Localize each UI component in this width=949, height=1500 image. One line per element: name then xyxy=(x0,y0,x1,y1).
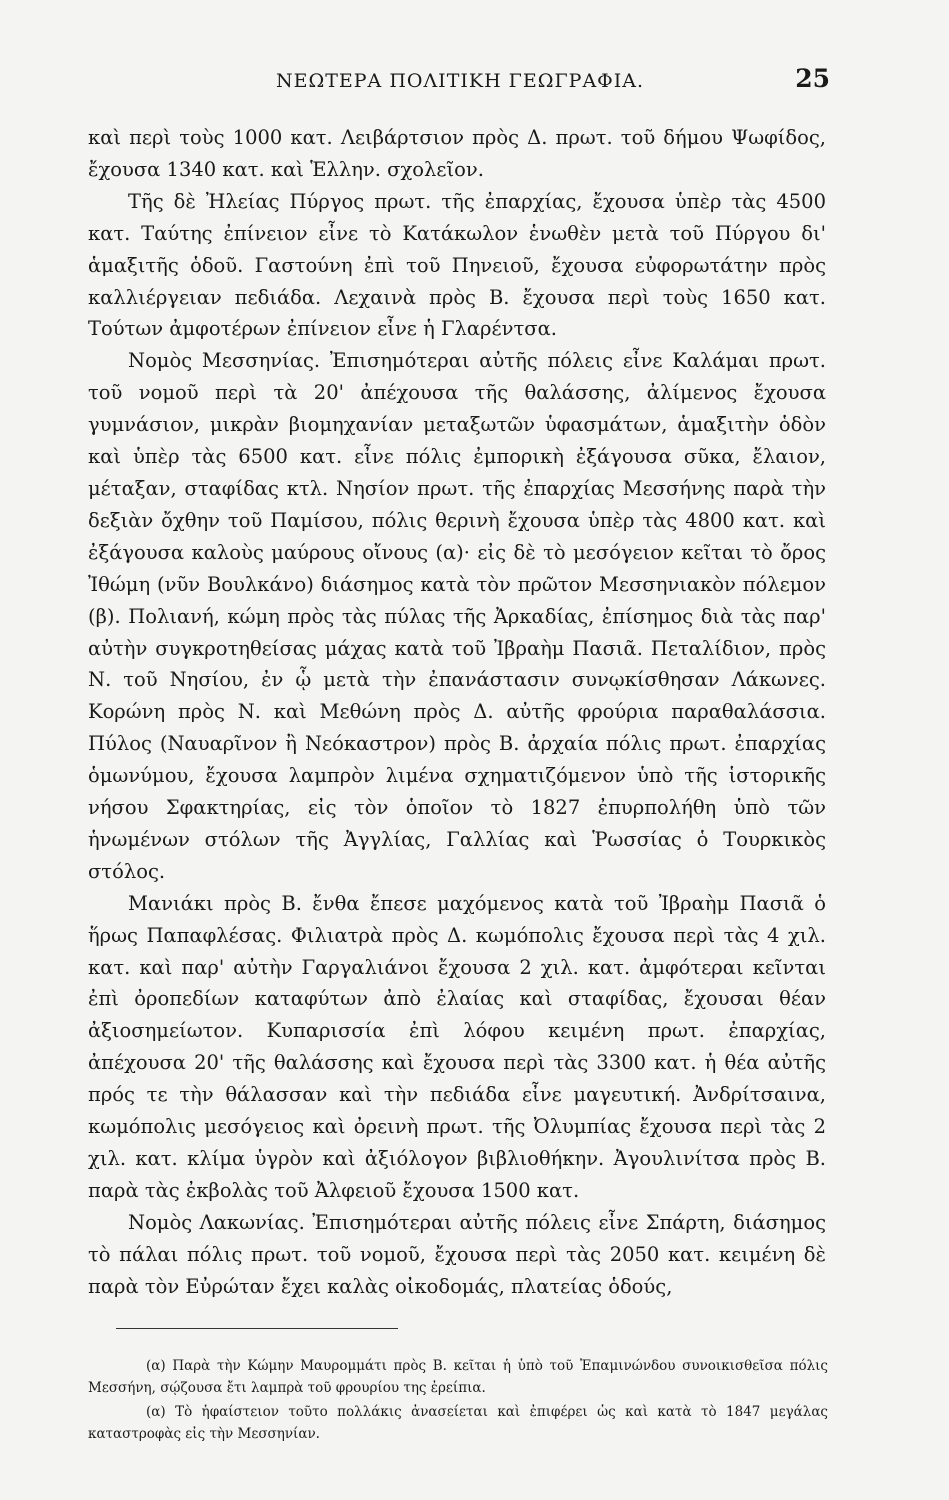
paragraph: Νομὸς Λακωνίας. Ἐπισημότεραι αὐτῆς πόλεις εἶνε Σπάρτη, διάσημος τὸ πάλαι πόλις πρωτ. τοῦ νομοῦ, ἔχουσα περὶ τὰς 2050 κατ. κειμένη δὲ παρὰ τὸν Εὐρώταν ἔχει καλὰς οἰκοδομάς, πλατείας ὁδούς, xyxy=(88,1210,826,1298)
footnote-divider xyxy=(116,1328,398,1329)
footnote: (α) Τὸ ἡφαίστειον τοῦτο πολλάκις ἀνασείεται καὶ ἐπιφέρει ὡς καὶ κατὰ τὸ 1847 μεγάλας καταστροφὰς εἰς τὴν Μεσσηνίαν. xyxy=(88,1404,828,1442)
page-number: 25 xyxy=(795,64,830,93)
body-text xyxy=(88,122,826,1303)
footnotes xyxy=(88,1355,828,1447)
paragraph: Τῆς δὲ Ἠλείας Πύργος πρωτ. τῆς ἐπαρχίας, ἔχουσα ὑπὲρ τὰς 4500 κατ. Ταύτης ἐπίνειον εἶνε τὸ Κατάκωλον ἑνωθὲν μετὰ τοῦ Πύργου δι' ἁμαξιτῆς ὁδοῦ. Γαστούνη ἐπὶ τοῦ Πηνειοῦ, ἔχουσα εὐφορωτάτην πρὸς καλλιέργειαν πεδιάδα. Λεχαινὰ πρὸς Β. ἔχουσα περὶ τοὺς 1650 κατ. Τούτων ἀμφοτέρων ἐπίνειον εἶνε ἡ Γλαρέντσα. xyxy=(88,189,826,341)
running-title: ΝΕΩΤΕΡΑ ΠΟΛΙΤΙΚΗ ΓΕΩΓΡΑΦΙΑ. xyxy=(275,70,645,92)
page-header xyxy=(90,64,830,100)
footnote: (α) Παρὰ τὴν Κώμην Μαυρομμάτι πρὸς Β. κεῖται ἡ ὑπὸ τοῦ Ἐπαμινώνδου συνοικισθεῖσα πόλις Μεσσήνη, σῴζουσα ἔτι λαμπρὰ τοῦ φρουρίου της ἐρείπια. xyxy=(88,1358,828,1396)
paragraph: Μανιάκι πρὸς Β. ἔνθα ἔπεσε μαχόμενος κατὰ τοῦ Ἰβραὴμ Πασιᾶ ὁ ἥρως Παπαφλέσας. Φιλιατρὰ πρὸς Δ. κωμόπολις ἔχουσα περὶ τὰς 4 χιλ. κατ. καὶ παρ' αὐτὴν Γαργαλιάνοι ἔχουσα 2 χιλ. κατ. ἀμφότεραι κεῖνται ἐπὶ ὀροπεδίων καταφύτων ἀπὸ ἐλαίας καὶ σταφίδας, ἔχουσαι θέαν ἀξιοσημείωτον. Κυπαρισσία ἐπὶ λόφου κειμένη πρωτ. ἐπαρχίας, ἀπέχουσα 20' τῆς θαλάσσης καὶ ἔχουσα περὶ τὰς 3300 κατ. ἡ θέα αὐτῆς πρός τε τὴν θάλασσαν καὶ τὴν πεδιάδα εἶνε μαγευτική. Ἀνδρίτσαινα, κωμόπολις μεσόγειος καὶ ὀρεινὴ πρωτ. τῆς Ὀλυμπίας ἔχουσα περὶ τὰς 2 χιλ. κατ. κλίμα ὑγρὸν καὶ ἀξιόλογον βιβλιοθήκην. Ἀγουλινίτσα πρὸς Β. παρὰ τὰς ἐκβολὰς τοῦ Ἀλφειοῦ ἔχουσα 1500 κατ. xyxy=(88,891,826,1202)
paragraph: Νομὸς Μεσσηνίας. Ἐπισημότεραι αὐτῆς πόλεις εἶνε Καλάμαι πρωτ. τοῦ νομοῦ περὶ τὰ 20' ἀπέχουσα τῆς θαλάσσης, ἀλίμενος ἔχουσα γυμνάσιον, μικρὰν βιομηχανίαν μεταξωτῶν ὑφασμάτων, ἁμαξιτὴν ὁδὸν καὶ ὑπὲρ τὰς 6500 κατ. εἶνε πόλις ἐμπορικὴ ἐξάγουσα σῦκα, ἔλαιον, μέταξαν, σταφίδας κτλ. Νησίον πρωτ. τῆς ἐπαρχίας Μεσσήνης παρὰ τὴν δεξιὰν ὄχθην τοῦ Παμίσου, πόλις θερινὴ ἔχουσα ὑπὲρ τὰς 4800 κατ. καὶ ἐξάγουσα καλοὺς μαύρους οἴνους (α)· εἰς δὲ τὸ μεσόγειον κεῖται τὸ ὄρος Ἰθώμη (νῦν Βουλκάνο) διάσημος κατὰ τὸν πρῶτον Μεσσηνιακὸν πόλεμον (β). Πολιανή, κώμη πρὸς τὰς πύλας τῆς Ἀρκαδίας, ἐπίσημος διὰ τὰς παρ' αὐτὴν συγκροτηθείσας μάχας κατὰ τοῦ Ἰβραὴμ Πασιᾶ. Πεταλίδιον, πρὸς Ν. τοῦ Νησίου, ἐν ᾧ μετὰ τὴν ἐπανάστασιν συνῳκίσθησαν Λάκωνες. Κορώνη πρὸς Ν. καὶ Μεθώνη πρὸς Δ. αὐτῆς φρούρια παραθαλάσσια. Πύλος (Ναυαρῖνον ἢ Νεόκαστρον) πρὸς Β. ἀρχαία πόλις πρωτ. ἐπαρχίας ὁμωνύμου, ἔχουσα λαμπρὸν λιμένα σχηματιζόμενον ὑπὸ τῆς ἱστορικῆς νήσου Σφακτηρίας, εἰς τὸν ὁποῖον τὸ 1827 ἐπυρπολήθη ὑπὸ τῶν ἡνωμένων στόλων τῆς Ἀγγλίας, Γαλλίας καὶ Ῥωσσίας ὁ Τουρκικὸς στόλος. xyxy=(88,349,826,883)
paragraph: καὶ περὶ τοὺς 1000 κατ. Λειβάρτσιον πρὸς Δ. πρωτ. τοῦ δήμου Ψωφίδος, ἔχουσα 1340 κατ. καὶ Ἑλλην. σχολεῖον. xyxy=(88,126,826,181)
